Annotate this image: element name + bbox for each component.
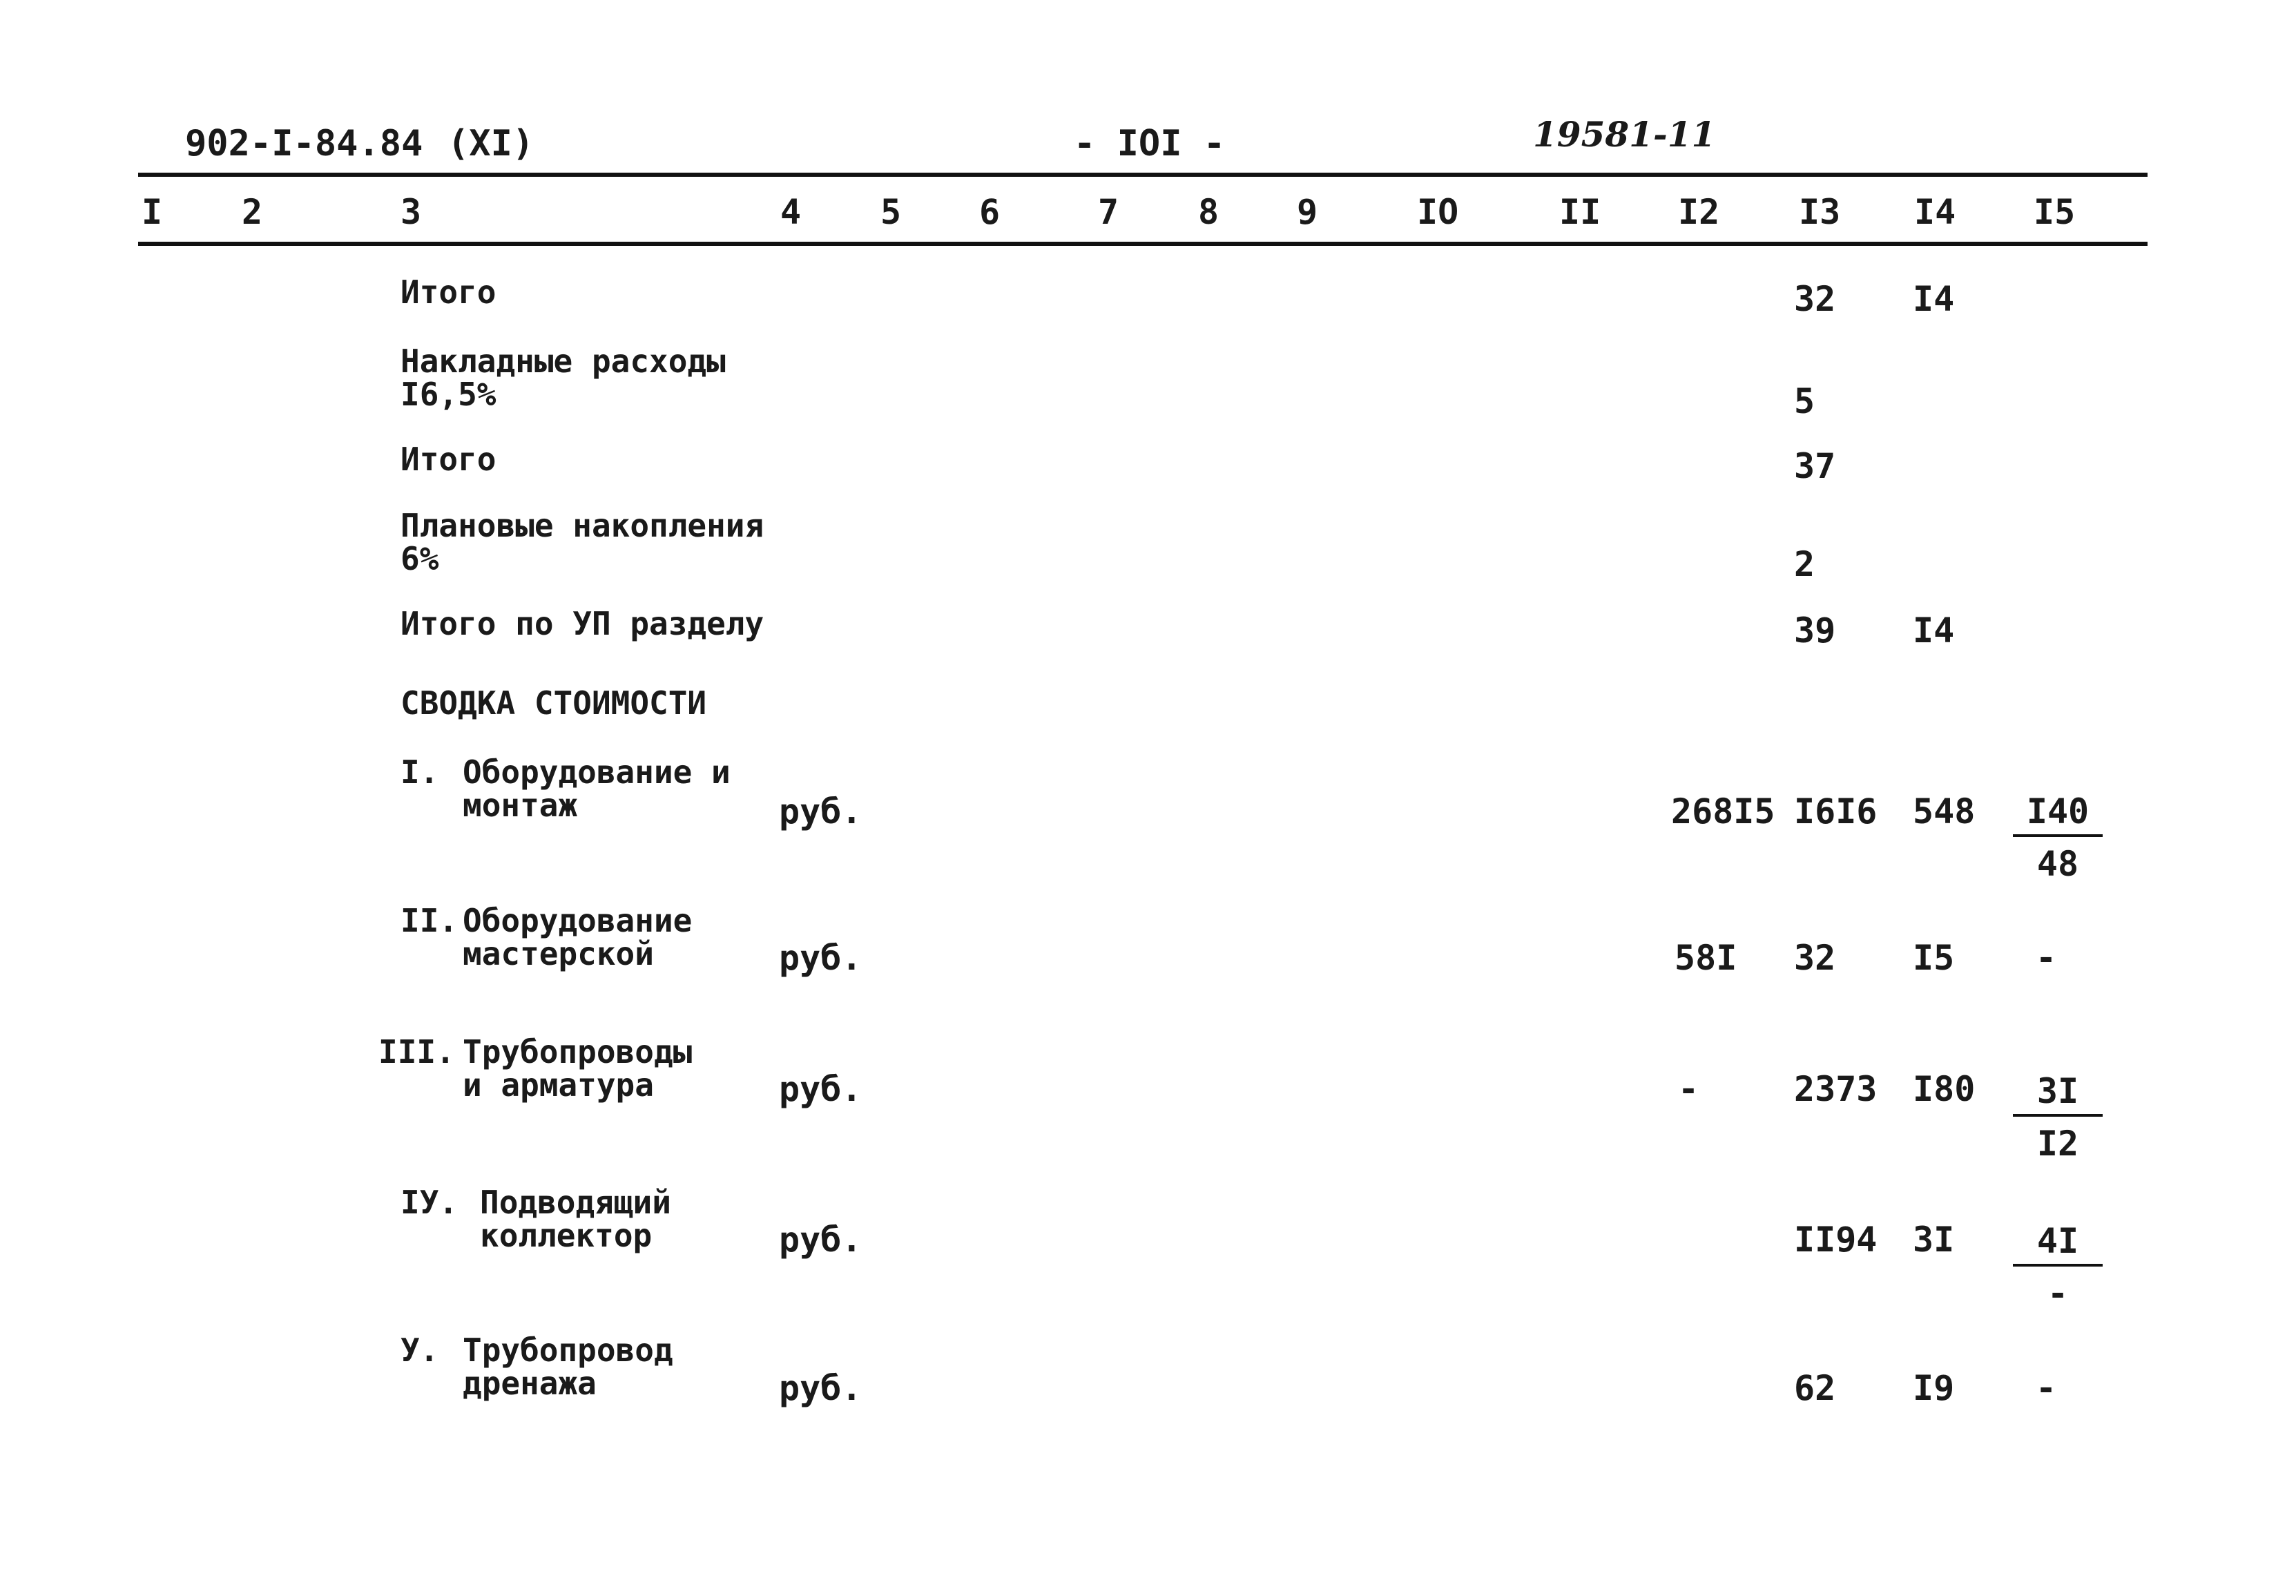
unit: руб. xyxy=(779,1220,862,1260)
handwritten-reference: 19581-11 xyxy=(1533,114,1716,155)
cell-col13: 39 xyxy=(1794,610,1836,651)
item-number: IУ. xyxy=(401,1184,459,1221)
column-header: I3 xyxy=(1799,192,1841,232)
fraction-numerator: I40 xyxy=(2013,794,2103,837)
column-header: I2 xyxy=(1678,192,1720,232)
cell-col13: 62 xyxy=(1794,1368,1836,1408)
top-rule xyxy=(138,173,2148,177)
cell-col13: 5 xyxy=(1794,381,1815,421)
fraction-numerator: 3I xyxy=(2013,1074,2103,1117)
cell-col12: 268I5 xyxy=(1671,791,1775,831)
item-label-line2: мастерской xyxy=(463,935,654,972)
cell-col14: 3I xyxy=(1913,1220,1955,1260)
cell-col13: 2373 xyxy=(1794,1069,1878,1109)
cell-col14: I4 xyxy=(1913,279,1955,319)
column-header: 5 xyxy=(880,192,902,232)
unit: руб. xyxy=(779,1069,862,1109)
cell-col14: I5 xyxy=(1913,938,1955,978)
fraction-denominator: I2 xyxy=(2036,1124,2079,1164)
column-header: 8 xyxy=(1198,192,1219,232)
page-number: - IOI - xyxy=(1074,123,1226,164)
item-label: Трубопроводы xyxy=(463,1033,693,1070)
cell-col14: I80 xyxy=(1913,1069,1976,1109)
summary-heading: СВОДКА СТОИМОСТИ xyxy=(401,684,707,722)
row-label: Итого по УП разделу xyxy=(401,605,764,642)
cell-col13: 37 xyxy=(1794,446,1836,486)
cell-col14: I9 xyxy=(1913,1368,1955,1408)
item-label-line2: и арматура xyxy=(463,1066,654,1104)
column-header: 2 xyxy=(242,192,263,232)
column-header: 9 xyxy=(1297,192,1318,232)
sheet-mark: (XI) xyxy=(447,123,534,164)
column-header: 3 xyxy=(401,192,422,232)
item-number: II. xyxy=(401,902,459,939)
column-header: I xyxy=(142,192,163,232)
unit: руб. xyxy=(779,938,862,978)
column-header: 4 xyxy=(780,192,802,232)
row-label: Накладные расходы xyxy=(401,343,726,380)
fraction-denominator: 48 xyxy=(2036,844,2079,884)
unit: руб. xyxy=(779,791,862,831)
fraction-numerator: 4I xyxy=(2013,1224,2103,1267)
column-header: I5 xyxy=(2034,192,2076,232)
item-number: У. xyxy=(401,1331,439,1369)
cell-col13: I6I6 xyxy=(1794,791,1878,831)
cell-col12: 58I xyxy=(1675,938,1737,978)
cell-col15: - xyxy=(2036,1368,2057,1408)
item-label: Трубопровод xyxy=(463,1331,673,1369)
cell-col15-fraction xyxy=(2013,791,2103,884)
cell-col15: - xyxy=(2036,938,2057,978)
row-label: Итого xyxy=(401,273,496,311)
cell-col13: 2 xyxy=(1794,544,1815,584)
row-label: Итого xyxy=(401,441,496,478)
item-label: Подводящий xyxy=(480,1184,671,1221)
cell-col13: 32 xyxy=(1794,279,1836,319)
cell-col13: II94 xyxy=(1794,1220,1878,1260)
row-label: Плановые накопления xyxy=(401,507,764,544)
item-label: Оборудование и xyxy=(463,753,731,791)
cell-col13: 32 xyxy=(1794,938,1836,978)
row-label-line2: 6% xyxy=(401,540,439,577)
item-number: I. xyxy=(401,753,439,791)
cell-col12: - xyxy=(1678,1069,1699,1109)
column-header: I4 xyxy=(1914,192,1956,232)
fraction-denominator: - xyxy=(2047,1273,2069,1314)
cell-col14: 548 xyxy=(1913,791,1976,831)
column-header: 7 xyxy=(1098,192,1119,232)
item-label-line2: монтаж xyxy=(463,787,578,824)
row-label-line2: I6,5% xyxy=(401,376,496,413)
header-rule xyxy=(138,242,2148,246)
cell-col14: I4 xyxy=(1913,610,1955,651)
column-header: II xyxy=(1559,192,1601,232)
item-label-line2: коллектор xyxy=(480,1217,653,1254)
item-number: III. xyxy=(378,1033,455,1070)
column-header: IO xyxy=(1417,192,1459,232)
cell-col15-fraction xyxy=(2013,1221,2103,1314)
cell-col15-fraction xyxy=(2013,1071,2103,1164)
item-label-line2: дренажа xyxy=(463,1365,597,1402)
unit: руб. xyxy=(779,1368,862,1408)
document-code: 902-I-84.84 xyxy=(185,123,423,164)
item-label: Оборудование xyxy=(463,902,693,939)
column-header: 6 xyxy=(979,192,1001,232)
